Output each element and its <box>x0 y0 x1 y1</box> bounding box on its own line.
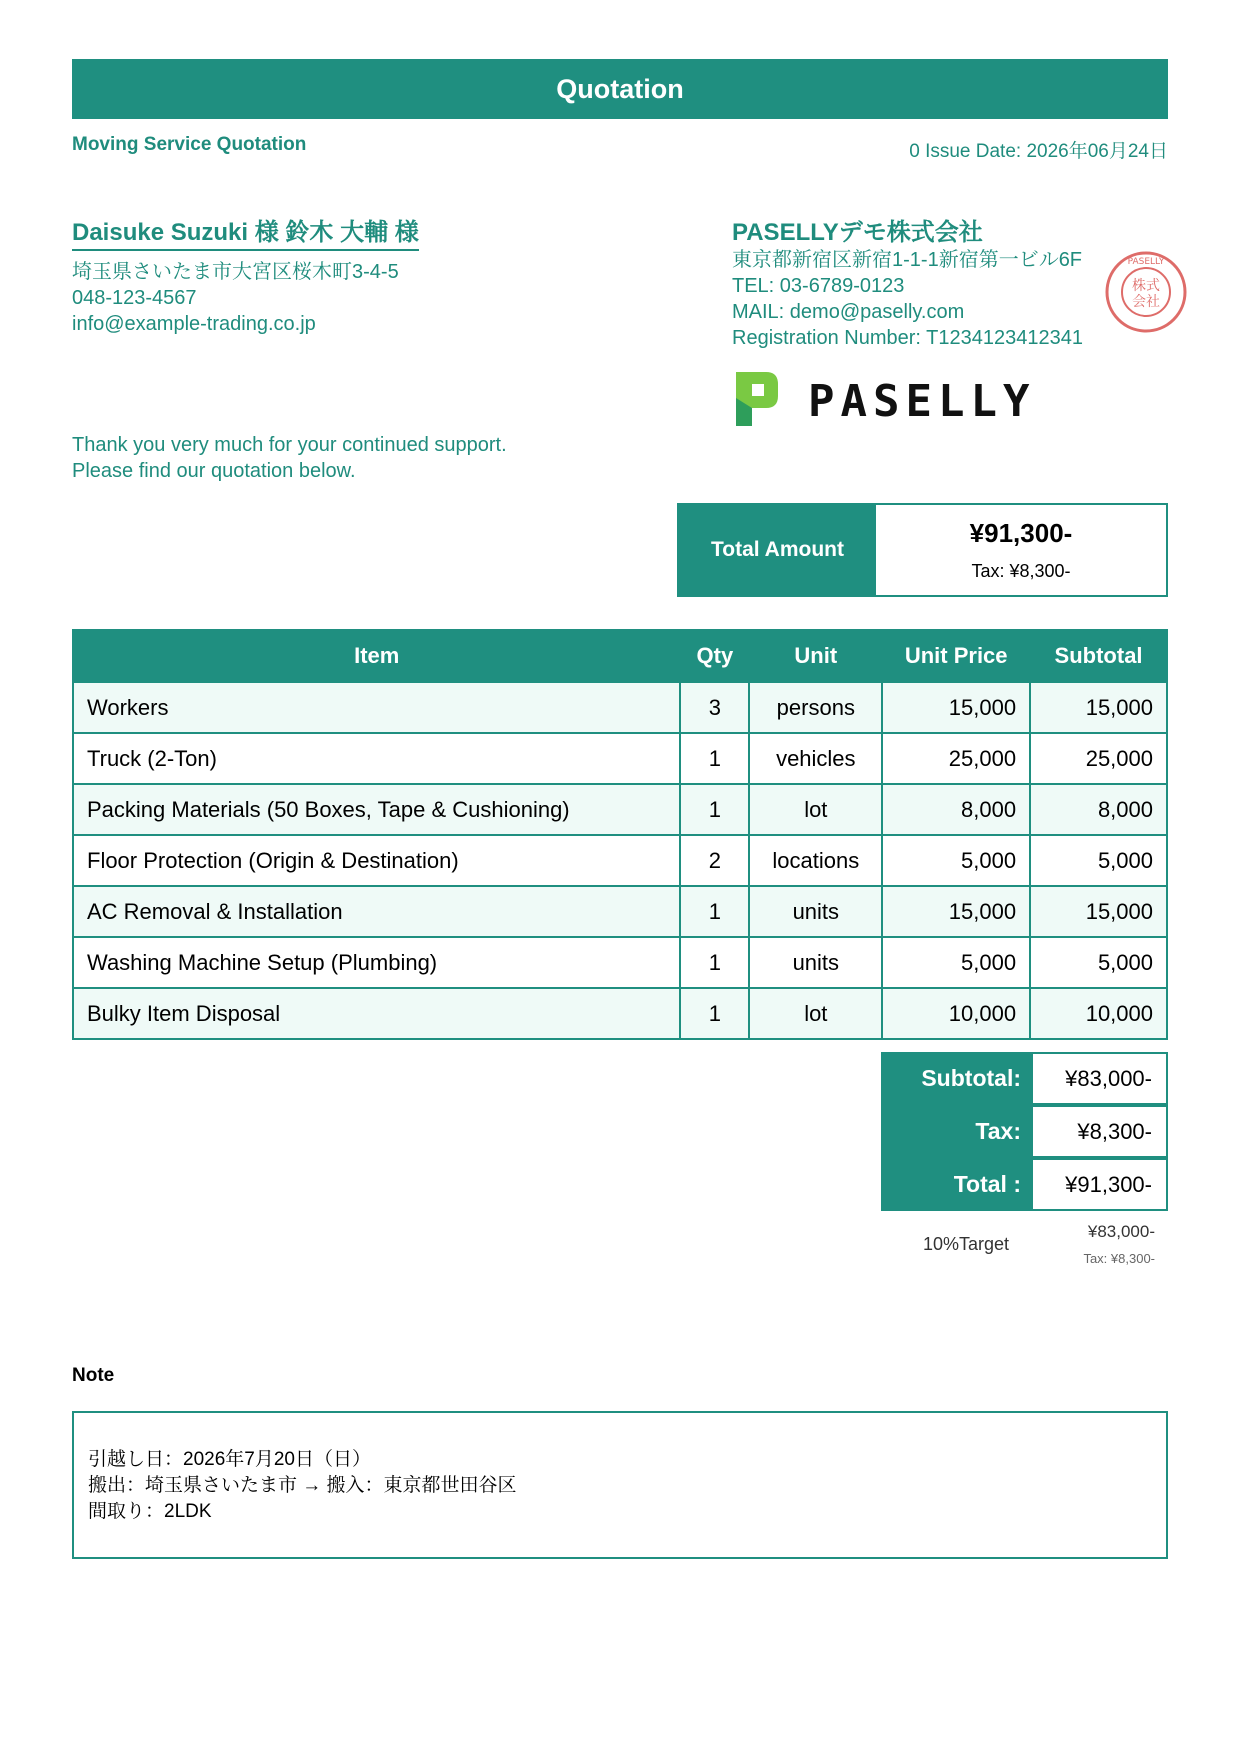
cell-item: Bulky Item Disposal <box>73 988 680 1039</box>
summary-tax-row <box>881 1105 1168 1158</box>
cell-unit-price: 25,000 <box>882 733 1030 784</box>
cell-qty: 3 <box>680 682 749 733</box>
cell-qty: 1 <box>680 886 749 937</box>
table-row <box>73 784 1167 835</box>
cell-qty: 1 <box>680 937 749 988</box>
cell-qty: 1 <box>680 733 749 784</box>
cell-qty: 1 <box>680 988 749 1039</box>
header-item: Item <box>73 630 680 682</box>
cell-unit: lot <box>749 784 882 835</box>
cell-item: AC Removal & Installation <box>73 886 680 937</box>
cell-unit: lot <box>749 988 882 1039</box>
svg-text:会社: 会社 <box>1132 294 1160 310</box>
items-table <box>72 629 1168 1040</box>
cell-item: Floor Protection (Origin & Destination) <box>73 835 680 886</box>
cell-unit: vehicles <box>749 733 882 784</box>
total-amount-values <box>876 505 1166 595</box>
cell-unit-price: 8,000 <box>882 784 1030 835</box>
header-subtotal: Subtotal <box>1030 630 1167 682</box>
document-subtitle: Moving Service Quotation <box>72 134 307 155</box>
svg-text:PASELLY: PASELLY <box>808 376 1036 427</box>
company-details <box>732 247 1083 351</box>
table-row <box>73 835 1167 886</box>
cell-unit-price: 5,000 <box>882 835 1030 886</box>
svg-text:株式: 株式 <box>1132 278 1160 294</box>
svg-text:PASELLY: PASELLY <box>1127 257 1165 267</box>
cell-item: Truck (2-Ton) <box>73 733 680 784</box>
table-row <box>73 937 1167 988</box>
paselly-logo-icon <box>732 368 1062 430</box>
cell-subtotal: 10,000 <box>1030 988 1167 1039</box>
cell-unit: locations <box>749 835 882 886</box>
company-seal-icon <box>1104 250 1188 334</box>
issue-date: 0 Issue Date: 2026年06月24日 <box>909 141 1168 162</box>
summary-subtotal-label: Subtotal: <box>881 1052 1033 1105</box>
header-unit: Unit <box>749 630 882 682</box>
client-address: 埼玉県さいたま市大宮区桜木町3-4-5 <box>72 261 399 283</box>
note-title: Note <box>72 1365 115 1386</box>
note-line-2: 搬出：埼玉県さいたま市 → 搬入：東京都世田谷区 <box>88 1475 517 1496</box>
cell-unit-price: 5,000 <box>882 937 1030 988</box>
client-phone: 048-123-4567 <box>72 287 197 309</box>
client-email: info@example-trading.co.jp <box>72 313 316 335</box>
cell-unit-price: 10,000 <box>882 988 1030 1039</box>
header-qty: Qty <box>680 630 749 682</box>
company-address: 東京都新宿区新宿1-1-1新宿第一ビル6F <box>732 249 1083 271</box>
total-amount-box <box>677 503 1168 597</box>
client-details <box>72 259 399 337</box>
note-line-1: 引越し日：2026年7月20日（日） <box>88 1449 371 1470</box>
summary-subtotal-value: ¥83,000- <box>1033 1052 1168 1105</box>
table-row <box>73 988 1167 1039</box>
summary-total-row <box>881 1158 1168 1211</box>
total-amount-label: Total Amount <box>679 505 876 595</box>
table-row <box>73 682 1167 733</box>
total-amount-value: ¥91,300- <box>969 518 1073 548</box>
cell-unit: units <box>749 886 882 937</box>
document-title: Quotation <box>72 59 1168 119</box>
summary-tax-value: ¥8,300- <box>1033 1105 1168 1158</box>
cell-unit: units <box>749 937 882 988</box>
summary-total-value: ¥91,300- <box>1033 1158 1168 1211</box>
cell-qty: 2 <box>680 835 749 886</box>
greeting-text <box>72 432 507 484</box>
summary-tax-label: Tax: <box>881 1105 1033 1158</box>
note-line-3: 間取り：2LDK <box>88 1501 212 1522</box>
cell-unit: persons <box>749 682 882 733</box>
table-header-row <box>73 630 1167 682</box>
company-registration: Registration Number: T1234123412341 <box>732 327 1083 349</box>
client-name: Daisuke Suzuki 様 鈴木 大輔 様 <box>72 212 419 251</box>
header-unit-price: Unit Price <box>882 630 1030 682</box>
cell-subtotal: 8,000 <box>1030 784 1167 835</box>
cell-item: Workers <box>73 682 680 733</box>
summary-total-label: Total : <box>881 1158 1033 1211</box>
cell-subtotal: 15,000 <box>1030 886 1167 937</box>
cell-subtotal: 25,000 <box>1030 733 1167 784</box>
table-row <box>73 886 1167 937</box>
tax-target-amount: ¥83,000- <box>1087 1222 1155 1241</box>
summary-subtotal-row <box>881 1052 1168 1105</box>
tax-target-tax: Tax: ¥8,300- <box>1083 1251 1155 1266</box>
total-amount-tax: Tax: ¥8,300- <box>971 561 1071 581</box>
company-mail: MAIL: demo@paselly.com <box>732 301 965 323</box>
tax-target-label: 10%Target <box>923 1234 1010 1254</box>
cell-subtotal: 5,000 <box>1030 835 1167 886</box>
note-box <box>72 1411 1168 1559</box>
company-name: PASELLYデモ株式会社 <box>732 219 983 246</box>
cell-item: Washing Machine Setup (Plumbing) <box>73 937 680 988</box>
company-tel: TEL: 03-6789-0123 <box>732 275 905 297</box>
greeting-line-1: Thank you very much for your continued support. <box>72 434 507 456</box>
table-row <box>73 733 1167 784</box>
greeting-line-2: Please find our quotation below. <box>72 460 356 482</box>
cell-unit-price: 15,000 <box>882 682 1030 733</box>
cell-qty: 1 <box>680 784 749 835</box>
cell-subtotal: 15,000 <box>1030 682 1167 733</box>
cell-unit-price: 15,000 <box>882 886 1030 937</box>
cell-subtotal: 5,000 <box>1030 937 1167 988</box>
cell-item: Packing Materials (50 Boxes, Tape & Cushioning) <box>73 784 680 835</box>
